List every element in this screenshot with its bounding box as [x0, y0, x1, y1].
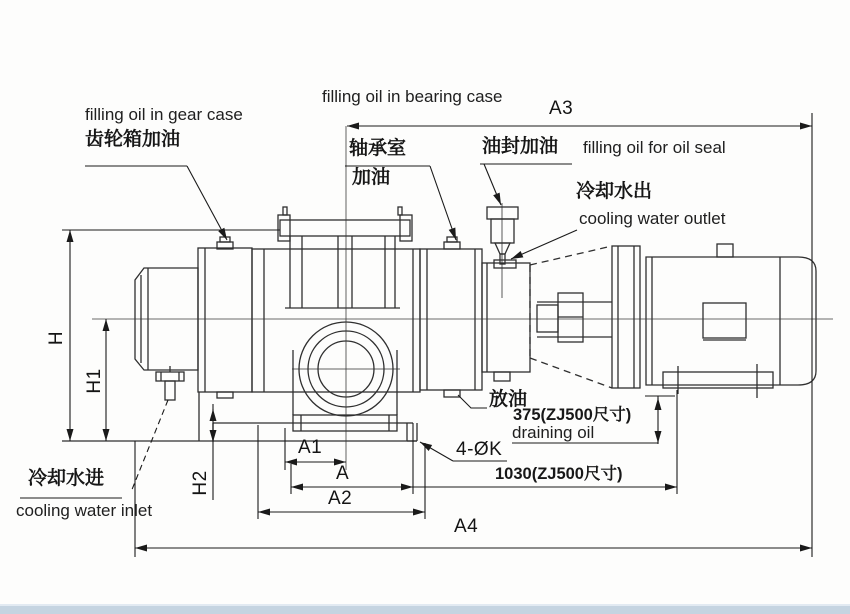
oil-seal-label-cn: 油封加油: [482, 136, 559, 157]
water-inlet-leader: [131, 400, 168, 492]
oil-seal-label-en: filling oil for oil seal: [583, 138, 726, 157]
drain-oil-label-cn: 放油: [489, 389, 528, 410]
gear-case-label-cn: 齿轮箱加油: [85, 129, 181, 150]
footer-band: [0, 604, 850, 614]
bearing-case-leader: [430, 166, 456, 240]
water-outlet-leader: [511, 230, 577, 259]
water-inlet-label-en: cooling water inlet: [16, 501, 153, 520]
dim-a2-label: A2: [328, 488, 353, 509]
dim-h1-label: H1: [84, 368, 105, 394]
machine-outline: [62, 203, 816, 441]
water-inlet-fitting: [156, 366, 184, 400]
bearing-case-label-cn-2: 加油: [352, 167, 391, 188]
terminal-box: [703, 303, 746, 338]
gear-case-leader: [187, 166, 227, 240]
water-inlet-label-cn: 冷却水进: [28, 468, 105, 489]
water-outlet-label-en: cooling water outlet: [579, 209, 726, 228]
bearing-case-label-en: filling oil in bearing case: [322, 87, 503, 106]
dim-a3-label: A3: [549, 98, 574, 119]
bearing-oil-plug: [444, 242, 460, 249]
centerlines: [92, 126, 833, 470]
bolt-holes-label: 4-ØK: [456, 439, 503, 460]
motor: [646, 244, 816, 398]
length-size-note: 1030(ZJ500尺寸): [495, 465, 623, 483]
gear-case-label-en: filling oil in gear case: [85, 105, 243, 124]
bearing-case-label-cn-1: 轴承室: [349, 138, 407, 159]
dim-a-label: A: [336, 463, 350, 484]
motor-lifting-lug: [717, 244, 733, 257]
dim-h2-label: H2: [190, 470, 211, 496]
dimension-lines: [62, 113, 812, 557]
drain-plug: [444, 390, 460, 397]
oil-seal-leader: [484, 164, 501, 205]
bearing-case: [420, 237, 482, 397]
gear-case: [198, 237, 252, 441]
oil-cup: [487, 203, 518, 298]
coupling-guard: [530, 246, 640, 388]
coupling: [537, 293, 612, 342]
water-outlet-label-cn: 冷却水出: [576, 181, 653, 202]
dim-a1-label: A1: [298, 437, 323, 458]
dim-h-label: H: [46, 330, 67, 346]
drain-size-note: 375(ZJ500尺寸): [513, 406, 632, 424]
oil-seal-housing: [482, 263, 530, 381]
top-flange-plate: [278, 207, 412, 241]
dim-a4-label: A4: [454, 516, 479, 537]
drain-oil-label-en: draining oil: [512, 423, 595, 442]
drain-oil-leader: [458, 395, 487, 408]
